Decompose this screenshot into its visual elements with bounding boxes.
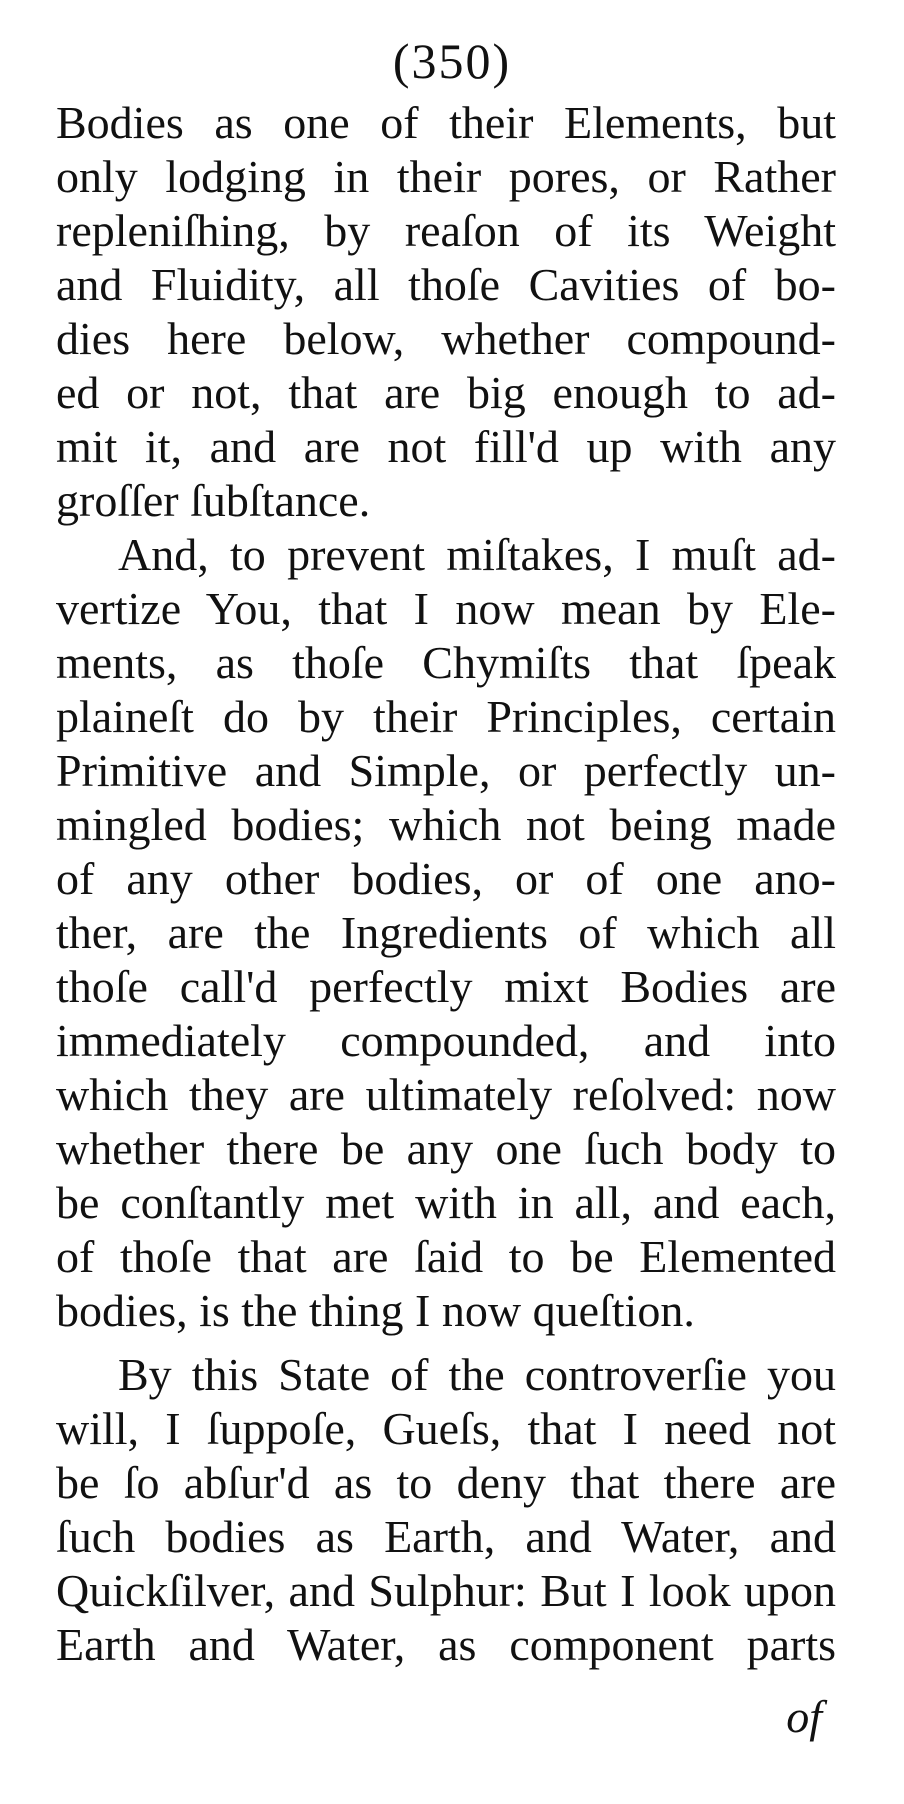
paragraph-gap <box>56 1338 836 1348</box>
text-line: only lodging in their pores, or Rather <box>56 151 836 202</box>
text-line: mit it, and are not fill'd up with any <box>56 421 836 472</box>
text-line: Earth and Water, as component parts <box>56 1619 836 1670</box>
text-line: Quickſilver, and Sulphur: But I look upon <box>56 1565 836 1616</box>
text-line: Primitive and Simple, or perfectly un- <box>56 745 836 796</box>
text-line: By this State of the controverſie you <box>118 1349 836 1400</box>
text-line: vertize You, that I now mean by Ele- <box>56 583 836 634</box>
text-line: will, I ſuppoſe, Gueſs, that I need not <box>56 1403 836 1454</box>
body-text <box>56 96 836 1672</box>
text-line: groſſer ſubſtance. <box>56 475 371 526</box>
text-line: be ſo abſur'd as to deny that there are <box>56 1457 836 1508</box>
text-line: immediately compounded, and into <box>56 1015 836 1066</box>
text-line: ed or not, that are big enough to ad- <box>56 367 836 418</box>
text-line: of any other bodies, or of one ano- <box>56 853 836 904</box>
text-line: ments, as thoſe Chymiſts that ſpeak <box>56 637 836 688</box>
text-line: of thoſe that are ſaid to be Elemented <box>56 1231 836 1282</box>
text-line: repleniſhing, by reaſon of its Weight <box>56 205 836 256</box>
text-line: which they are ultimately reſolved: now <box>56 1069 836 1120</box>
text-line: be conſtantly met with in all, and each, <box>56 1177 836 1228</box>
text-line: plaineſt do by their Principles, certain <box>56 691 836 742</box>
text-line: bodies, is the thing I now queſtion. <box>56 1285 695 1336</box>
catchword: of <box>786 1691 822 1742</box>
text-line: mingled bodies; which not being made <box>56 799 836 850</box>
text-line: ſuch bodies as Earth, and Water, and <box>56 1511 836 1562</box>
page-number: (350) <box>392 33 512 89</box>
text-line: dies here below, whether compound- <box>56 313 836 364</box>
text-line: whether there be any one ſuch body to <box>56 1123 836 1174</box>
text-line: Bodies as one of their Elements, but <box>56 97 836 148</box>
text-line: and Fluidity, all thoſe Cavities of bo- <box>56 259 836 310</box>
text-line: And, to prevent miſtakes, I muſt ad- <box>118 529 836 580</box>
text-line: ther, are the Ingredients of which all <box>56 907 836 958</box>
text-line: thoſe call'd perfectly mixt Bodies are <box>56 961 836 1012</box>
